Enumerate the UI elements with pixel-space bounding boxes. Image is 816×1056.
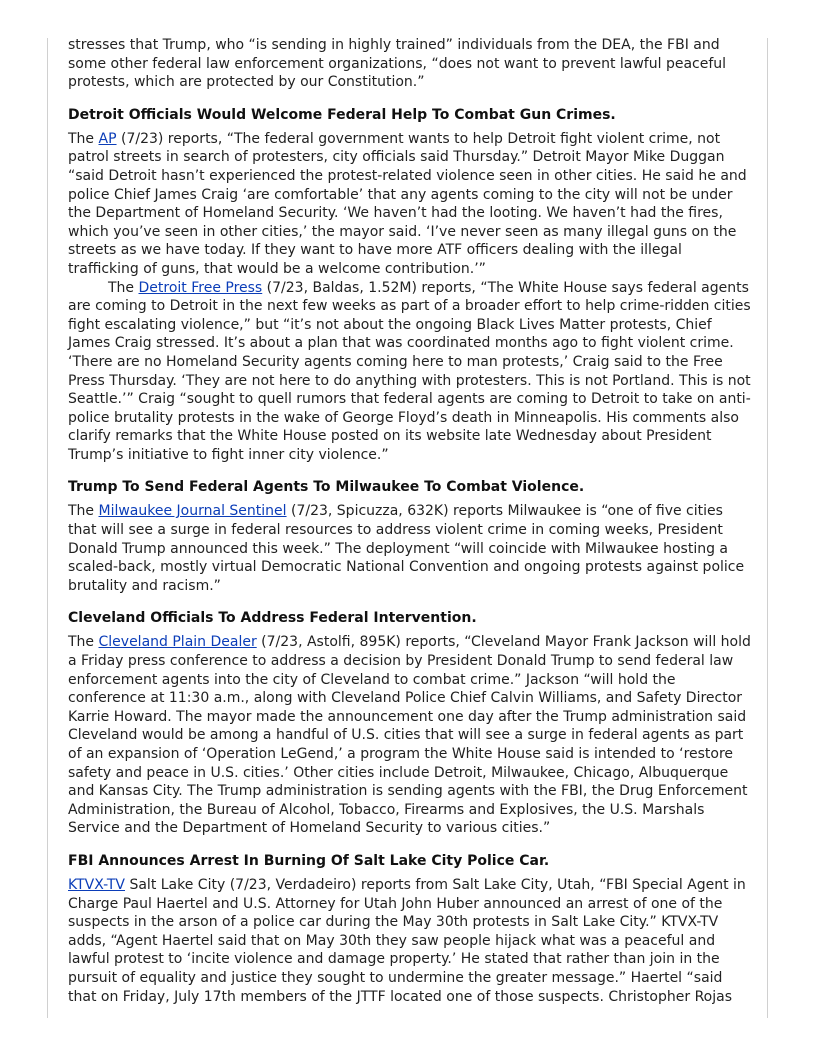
headline-milwaukee: Trump To Send Federal Agents To Milwaukee To Combat Violence. bbox=[68, 479, 585, 496]
intro-paragraph: stresses that Trump, who “is sending in highly trained” individuals from the DEA, the FBI and some other federal law enforcement organizations, “does not want to prevent lawful peaceful protests, which are protected by our Constitution.” bbox=[68, 37, 727, 91]
source-link-cleveland-plain-dealer[interactable]: Cleveland Plain Dealer bbox=[98, 634, 257, 651]
paragraph-milwaukee: The Milwaukee Journal Sentinel (7/23, Spicuzza, 632K) reports Milwaukee is “one of five cities that will see a surge in federal resources to address violent crime in coming weeks, President Donald Trump announced this week.” The deployment “will coincide with Milwaukee hosting a scaled-back, mostly virtual Democratic National Convention and ongoing protests against police brutality and racism.” bbox=[68, 503, 745, 594]
headline-salt-lake-city: FBI Announces Arrest In Burning Of Salt Lake City Police Car. bbox=[68, 852, 550, 869]
headline-detroit: Detroit Officials Would Welcome Federal Help To Combat Gun Crimes. bbox=[68, 106, 616, 123]
paragraph-detroit-ap: The AP (7/23) reports, “The federal government wants to help Detroit fight violent crime, not patrol streets in search of protesters, city officials said Thursday.” Detroit Mayor Mike Duggan “said Detroit hasn’t experienced the protest-related violence seen in other cities. He said he and police Chief James Craig ‘are comfortable’ that any agents coming to the city will not be under the Department of Homeland Security. ‘We haven’t had the looting. We haven’t had the fires, which you’ve seen in other cities,’ the mayor said. ‘I’ve never seen as many illegal guns on the streets as we have today. If they want to have more ATF officers dealing with the illegal trafficking of guns, that would be a welcome contribution.’” bbox=[68, 130, 747, 277]
source-link-milwaukee-journal-sentinel[interactable]: Milwaukee Journal Sentinel bbox=[98, 503, 287, 520]
paragraph-salt-lake-city: KTVX-TV Salt Lake City (7/23, Verdadeiro) reports from Salt Lake City, Utah, “FBI Special Agent in Charge Paul Haertel and U.S. Attorney for Utah John Huber announced an arrest of one of the suspects in the arson of a police car during the May 30th protests in Salt Lake City.” KTVX-TV adds, “Agent Haertel said that on May 30th they saw people hijack what was a peaceful and lawful protest to ‘incite violence and damage property.’ He stated that rather than join in the pursuit of equality and justice they sought to undermine the greater message.” Haertel “said that on Friday, July 17th members of the JTTF located one of those suspects. Christopher Rojas bbox=[68, 876, 746, 1005]
source-link-ap[interactable]: AP bbox=[98, 130, 117, 147]
paragraph-detroit-free-press: The Detroit Free Press (7/23, Baldas, 1.52M) reports, “The White House says federal agents are coming to Detroit in the next few weeks as part of a broader effort to help crime-ridden cities fight escalating violence,” but “it’s not about the ongoing Black Lives Matter protests, Chief James Craig stressed. It’s about a plan that was coordinated months ago to fight violent crime. ‘There are no Homeland Security agents coming here to man protests,’ Craig said to the Free Press Thursday. ‘They are not here to do anything with protesters. This is not Portland. This is not Seattle.’” Craig “sought to quell rumors that federal agents are coming to Detroit to take on anti-police brutality protests in the wake of George Floyd’s death in Minneapolis. His comments also clarify remarks that the White House posted on its website late Wednesday about President Trump’s initiative to fight inner city violence.” bbox=[68, 279, 751, 463]
headline-cleveland: Cleveland Officials To Address Federal Intervention. bbox=[68, 610, 477, 627]
source-link-ktvx-tv[interactable]: KTVX-TV bbox=[68, 876, 126, 893]
paragraph-cleveland: The Cleveland Plain Dealer (7/23, Astolfi, 895K) reports, “Cleveland Mayor Frank Jackson will hold a Friday press conference to address a decision by President Donald Trump to send federal law enforcement agents into the city of Cleveland to combat crime.” Jackson “will hold the conference at 11:30 a.m., along with Cleveland Police Chief Calvin Williams, and Safety Director Karrie Howard. The mayor made the announcement one day after the Trump administration said Cleveland would be among a handful of U.S. cities that will see a surge in federal agents as part of an expansion of ‘Operation LeGend,’ a program the White House said is intended to ‘restore safety and peace in U.S. cities.’ Other cities include Detroit, Milwaukee, Chicago, Albuquerque and Kansas City. The Trump administration is sending agents with the FBI, the Drug Enforcement Administration, the Bureau of Alcohol, Tobacco, Firearms and Explosives, the U.S. Marshals Service and the Department of Homeland Security to various cities.” bbox=[68, 634, 751, 837]
document-body bbox=[68, 36, 752, 1006]
source-link-detroit-free-press[interactable]: Detroit Free Press bbox=[138, 279, 263, 296]
